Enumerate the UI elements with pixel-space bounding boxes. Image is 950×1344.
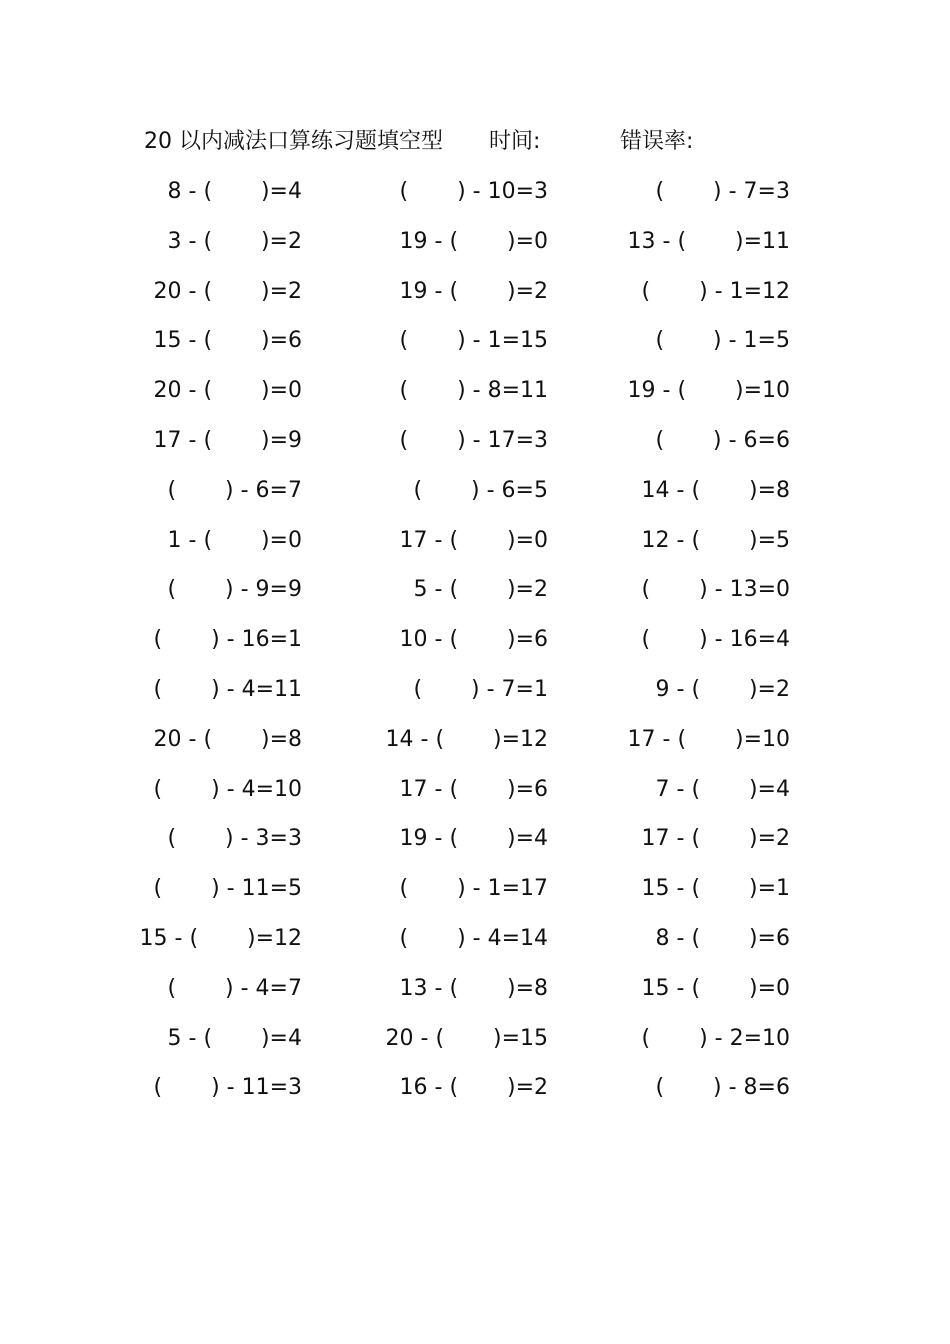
time-label: 时间: bbox=[489, 129, 541, 154]
problem-row bbox=[144, 224, 804, 274]
problem-item: 17 - ( )=9 bbox=[153, 427, 302, 453]
problem-item: ( ) - 4=14 bbox=[399, 925, 548, 951]
problem-row bbox=[144, 821, 804, 871]
problem-item: 19 - ( )=4 bbox=[399, 826, 548, 852]
problem-item: 17 - ( )=0 bbox=[399, 527, 548, 553]
problem-row bbox=[144, 523, 804, 573]
problem-item: 15 - ( )=1 bbox=[641, 876, 790, 902]
problem-item: 15 - ( )=6 bbox=[153, 328, 302, 354]
problem-row bbox=[144, 274, 804, 324]
problem-item: ( ) - 3=3 bbox=[167, 826, 302, 852]
problem-item: 9 - ( )=2 bbox=[655, 676, 790, 702]
problem-item: ( ) - 8=6 bbox=[655, 1075, 790, 1101]
problem-item: 1 - ( )=0 bbox=[167, 527, 302, 553]
problem-item: 7 - ( )=4 bbox=[655, 776, 790, 802]
problem-row bbox=[144, 971, 804, 1021]
problem-row bbox=[144, 572, 804, 622]
problem-item: 15 - ( )=12 bbox=[139, 925, 302, 951]
problem-item: ( ) - 11=3 bbox=[153, 1075, 302, 1101]
problem-item: 10 - ( )=6 bbox=[399, 627, 548, 653]
problem-item: 17 - ( )=6 bbox=[399, 776, 548, 802]
problem-item: 19 - ( )=2 bbox=[399, 278, 548, 304]
problem-item: ( ) - 8=11 bbox=[399, 378, 548, 404]
problem-item: ( ) - 16=4 bbox=[641, 627, 790, 653]
problem-row bbox=[144, 622, 804, 672]
problem-item: ( ) - 6=6 bbox=[655, 427, 790, 453]
problem-item: 17 - ( )=2 bbox=[641, 826, 790, 852]
problem-item: ( ) - 6=5 bbox=[413, 477, 548, 503]
problem-item: ( ) - 17=3 bbox=[399, 427, 548, 453]
problem-item: 17 - ( )=10 bbox=[627, 726, 790, 752]
problem-item: 8 - ( )=6 bbox=[655, 925, 790, 951]
problem-row bbox=[144, 672, 804, 722]
problem-row bbox=[144, 473, 804, 523]
problem-row bbox=[139, 921, 804, 971]
problem-item: 19 - ( )=10 bbox=[627, 378, 790, 404]
problem-item: ( ) - 7=1 bbox=[413, 676, 548, 702]
problem-item: ( ) - 1=5 bbox=[655, 328, 790, 354]
problem-item: 12 - ( )=5 bbox=[641, 527, 790, 553]
problem-row bbox=[144, 423, 804, 473]
problem-item: ( ) - 9=9 bbox=[167, 577, 302, 603]
problem-item: 14 - ( )=12 bbox=[385, 726, 548, 752]
problem-item: 20 - ( )=2 bbox=[153, 278, 302, 304]
problem-row bbox=[144, 1070, 804, 1120]
problem-row bbox=[144, 323, 804, 373]
problem-row bbox=[144, 373, 804, 423]
problem-row bbox=[144, 772, 804, 822]
problem-item: 13 - ( )=8 bbox=[399, 975, 548, 1001]
problem-item: ( ) - 6=7 bbox=[167, 477, 302, 503]
problem-item: ( ) - 1=12 bbox=[641, 278, 790, 304]
problem-item: 20 - ( )=0 bbox=[153, 378, 302, 404]
problem-item: 5 - ( )=4 bbox=[167, 1025, 302, 1051]
problem-item: ( ) - 1=17 bbox=[399, 876, 548, 902]
problem-row bbox=[144, 871, 804, 921]
problem-item: 14 - ( )=8 bbox=[641, 477, 790, 503]
problem-item: 5 - ( )=2 bbox=[413, 577, 548, 603]
problem-item: ( ) - 13=0 bbox=[641, 577, 790, 603]
problem-item: ( ) - 1=15 bbox=[399, 328, 548, 354]
problem-item: 19 - ( )=0 bbox=[399, 228, 548, 254]
problem-item: ( ) - 4=11 bbox=[153, 676, 302, 702]
problem-grid bbox=[139, 174, 804, 1120]
problem-item: ( ) - 11=5 bbox=[153, 876, 302, 902]
problem-item: 15 - ( )=0 bbox=[641, 975, 790, 1001]
problem-item: ( ) - 2=10 bbox=[641, 1025, 790, 1051]
problem-item: 20 - ( )=8 bbox=[153, 726, 302, 752]
problem-item: 13 - ( )=11 bbox=[627, 228, 790, 254]
problem-item: 8 - ( )=4 bbox=[167, 179, 302, 204]
problem-item: 20 - ( )=15 bbox=[385, 1025, 548, 1051]
problem-row bbox=[144, 174, 804, 224]
problem-row bbox=[144, 722, 804, 772]
worksheet-title: 20 以内减法口算练习题填空型 bbox=[144, 129, 443, 154]
problem-item: 16 - ( )=2 bbox=[399, 1075, 548, 1101]
problem-item: 3 - ( )=2 bbox=[167, 228, 302, 254]
problem-item: ( ) - 4=10 bbox=[153, 776, 302, 802]
problem-item: ( ) - 7=3 bbox=[655, 179, 790, 204]
problem-item: ( ) - 16=1 bbox=[153, 627, 302, 653]
worksheet-header bbox=[144, 124, 784, 160]
error-rate-label: 错误率: bbox=[620, 129, 694, 154]
problem-row bbox=[144, 1021, 804, 1071]
problem-item: ( ) - 10=3 bbox=[399, 179, 548, 204]
problem-item: ( ) - 4=7 bbox=[167, 975, 302, 1001]
